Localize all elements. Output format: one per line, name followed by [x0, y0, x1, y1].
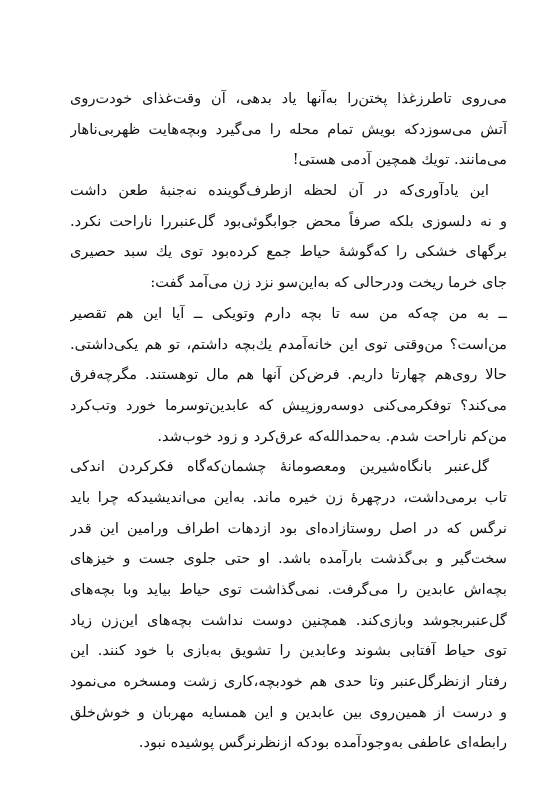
body-text [70, 84, 507, 759]
text-line: نرگس که در اصل روستازاده‌ای بود ازدهات اطراف ورامین این قدر [70, 519, 507, 537]
text-line: می‌مانند. تویك همچین آدمی هستی! [292, 151, 507, 169]
text-line: من‌است؟ من‌وقتی توی این خانه‌آمدم یك‌بچه داشتم، تو هم یکی‌داشتی. [70, 335, 507, 353]
text-line: برگهای خشکی را که‌گوشهٔ حیاط جمع کرده‌بود توی یك سبد حصیری [70, 243, 507, 261]
text-line: ــ به من چه‌که من سه تا بچه دارم وتویکی ــ آیا این هم تقصیر [70, 304, 507, 322]
text-line: سخت‌گیر و بی‌گذشت بارآمده باشد. او حتی جلوی جست و خیزهای [70, 550, 507, 568]
text-line: جای خرما ریخت ودرحالی که به‌این‌سو نزد زن می‌آمد گفت: [150, 274, 507, 292]
text-line: تاب برمی‌داشت، درچهرهٔ زن خیره ماند. به‌این می‌اندیشیدکه چرا باید [70, 488, 507, 506]
text-line: گل‌عنبربجوشد وبازی‌کند. همچنین دوست نداشت بچه‌های این‌زن زیاد [70, 611, 507, 629]
text-line: می‌روی تاطرزغذا پختن‌را به‌آنها یاد بدهی، آن وقت‌غذای خودت‌روی [70, 90, 507, 107]
text-line: من‌کم ناراحت شدم. به‌حمدالله‌که عرق‌کرد و زود خوب‌شد. [157, 427, 507, 445]
text-line: بچه‌اش عابدین را می‌گرفت. نمی‌گذاشت توی حیاط بیاید وبا بچه‌های [70, 581, 507, 598]
text-line: رابطه‌ای عاطفی به‌وجودآمده بودکه ازنظرنرگس پوشیده نبود. [138, 734, 507, 752]
text-line: و درست از همین‌روی بین عابدین و این همسایه مهربان و خوش‌خلق [70, 703, 507, 721]
text-line: توی حیاط آفتابی بشوند وعابدین را تشویق به‌بازی با خود کنند. این [70, 642, 507, 660]
text-line: گل‌عنبر بانگاه‌شیرین ومعصومانهٔ چشمان‌که‌گاه فکرکردن اندکی [70, 458, 489, 476]
text-line: رفتار ازنظرگل‌عنبر وتا حدی هم خودبچه،کاری زشت ومسخره می‌نمود [70, 673, 507, 691]
text-line: می‌کند؟ توفکرمی‌کنی دوسه‌روزپیش که عابدین‌توسرما خورد وتب‌کرد [70, 396, 507, 414]
text-line: و نه دلسوزی بلکه صرفاً محض جوابگوئی‌بود گل‌عنبررا ناراحت نکرد. [70, 212, 507, 230]
text-line: این یادآوری‌که در آن لحظه ازطرف‌گوینده نه‌جنبهٔ طعن داشت [70, 182, 489, 200]
text-line: آتش می‌سوزدکه بویش تمام محله را می‌گیرد وبچه‌هایت ظهربی‌ناهار [70, 120, 507, 138]
text-line: حالا روی‌هم چهارتا داریم. فرض‌کن آنها هم مال توهستند. مگرچه‌فرق [70, 366, 507, 384]
